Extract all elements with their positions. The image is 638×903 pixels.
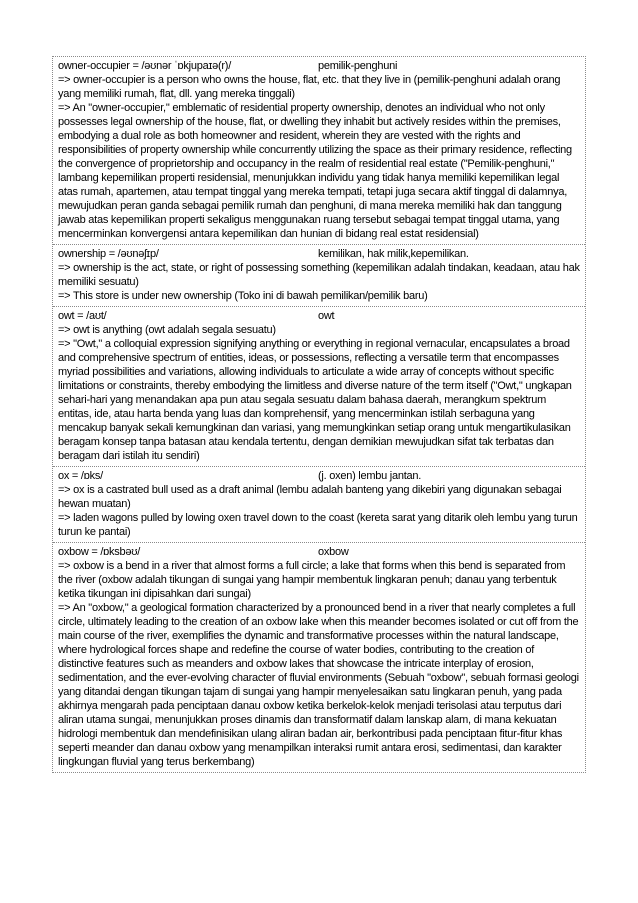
headword-phonetic: owt = /aʊt/ <box>58 310 107 322</box>
entry-header <box>58 309 581 323</box>
definition-line: => ownership is the act, state, or right of possessing something (kepemilikan adalah tindakan, keadaan, atau hak memiliki sesuatu) <box>58 262 580 288</box>
definition-line: => An "owner-occupier," emblematic of residential property ownership, denotes an individual who not only possesses legal ownership of the house, flat, or dwelling they inhabit but actively resides within the premises, embodying a dual role as both homeowner and resident, wherein they are vested with the rights and responsibilities of property ownership while concurrently utilizing the space as their primary residence, reflecting the convergence of proprietorship and occupancy in the realm of residential real estate ("Pemilik-penghuni," lambang kepemilikan properti residensial, menunjukkan individu yang tidak hanya memiliki kepemilikan legal atas rumah, apartemen, atau tempat tinggal yang mereka tempati, tetapi juga secara aktif tinggal di dalamnya, mewujudkan peran ganda sebagai pemilik rumah dan penghuni, di mana mereka memiliki hak dan tanggung jawab atas kepemilikan properti sekaligus menggunakan ruang tersebut sebagai tempat tinggal utama, yang mencerminkan konvergensi antara kepemilikan dan hunian di bidang real estat residensial) <box>58 102 572 240</box>
dictionary-entry <box>53 307 585 467</box>
translation-text: owt <box>318 310 335 322</box>
headword-phonetic: oxbow = /ɒksbəʊ/ <box>58 546 141 558</box>
definition-line: => owner-occupier is a person who owns the house, flat, etc. that they live in (pemilik-penghuni adalah orang yang memiliki rumah, flat, dll. yang mereka tinggali) <box>58 74 561 100</box>
dictionary-entry <box>53 467 585 543</box>
translation-text: oxbow <box>318 546 349 558</box>
definitions <box>58 261 581 303</box>
definition-line: => An "oxbow," a geological formation characterized by a pronounced bend in a river that nearly completes a full circle, ultimately leading to the creation of an oxbow lake when this meander becomes isolated or cut off from the main course of the river, exemplifies the dynamic and transformative processes within the natural landscape, where hydrological forces shape and redefine the course of water bodies, contributing to the creation of distinctive features such as meanders and oxbow lakes that showcase the intricate interplay of erosion, sedimentation, and the ever-evolving character of fluvial environments (Sebuah "oxbow", sebuah formasi geologi yang ditandai dengan tikungan tajam di sungai yang hampir menyelesaikan satu lingkaran penuh, yang pada akhirnya mengarah pada penciptaan danau oxbow ketika berkelok-kelok menjadi terisolasi atau terputus dari aliran utama sungai, menunjukkan proses dinamis dan transformatif dalam lanskap alam, di mana kekuatan hidrologi membentuk dan mendefinisikan ulang aliran badan air, berkontribusi pada penciptaan fitur-fitur khas seperti meander dan danau oxbow yang menampilkan interaksi rumit antara erosi, sedimentasi, dan karakter lingkungan fluvial yang terus berkembang) <box>58 602 579 768</box>
translation-text: kemilikan, hak milik,kepemilikan. <box>318 248 469 260</box>
definitions <box>58 483 581 539</box>
dictionary-entry <box>53 543 585 772</box>
definition-line: => "Owt," a colloquial expression signifying anything or everything in regional vernacular, encapsulates a broad and comprehensive spectrum of entities, ideas, or possessions, reflecting a versatile term that encompasses myriad possibilities and variations, allowing individuals to articulate a wide array of concepts without specific limitations or constraints, thereby embodying the limitless and diverse nature of the term itself ("Owt," ungkapan sehari-hari yang menandakan apa pun atau segala sesuatu dalam bahasa daerah, merangkum spektrum entitas, ide, atau harta benda yang luas dan komprehensif, yang mencerminkan istilah serbaguna yang mencakup banyak sekali kemungkinan dan variasi, yang memungkinkan setiap orang untuk mengartikulasikan beragam konsep tanpa batasan atau kendala tertentu, dengan demikian mewujudkan sifat tak terbatas dan beragam dari istilah itu sendiri) <box>58 338 572 462</box>
definition-line: => This store is under new ownership (Toko ini di bawah pemilikan/pemilik baru) <box>58 290 428 302</box>
entry-header <box>58 469 581 483</box>
definition-line: => oxbow is a bend in a river that almost forms a full circle; a lake that forms when this bend is separated from the river (oxbow adalah tikungan di sungai yang hampir membentuk lingkaran penuh; danau yang terbentuk ketika tikungan ini dipisahkan dari sungai) <box>58 560 566 600</box>
headword-phonetic: ownership = /əʊnəʃɪp/ <box>58 248 159 260</box>
definition-line: => laden wagons pulled by lowing oxen travel down to the coast (kereta sarat yang ditarik oleh lembu yang turun turun ke pantai) <box>58 512 578 538</box>
definition-line: => ox is a castrated bull used as a draft animal (lembu adalah banteng yang dikebiri yang digunakan sebagai hewan muatan) <box>58 484 562 510</box>
translation-text: (j. oxen) lembu jantan. <box>318 470 422 482</box>
entry-header <box>58 59 581 73</box>
definitions <box>58 559 581 769</box>
dictionary-entry <box>53 57 585 245</box>
headword-phonetic: owner-occupier = /əʊnər ˈɒkjupaɪə(r)/ <box>58 60 232 72</box>
dictionary-entry <box>53 245 585 307</box>
entry-header <box>58 247 581 261</box>
definitions <box>58 323 581 463</box>
definition-line: => owt is anything (owt adalah segala sesuatu) <box>58 324 276 336</box>
translation-text: pemilik-penghuni <box>318 60 398 72</box>
definitions <box>58 73 581 241</box>
headword-phonetic: ox = /ɒks/ <box>58 470 103 482</box>
entry-header <box>58 545 581 559</box>
dictionary-table <box>52 56 586 773</box>
